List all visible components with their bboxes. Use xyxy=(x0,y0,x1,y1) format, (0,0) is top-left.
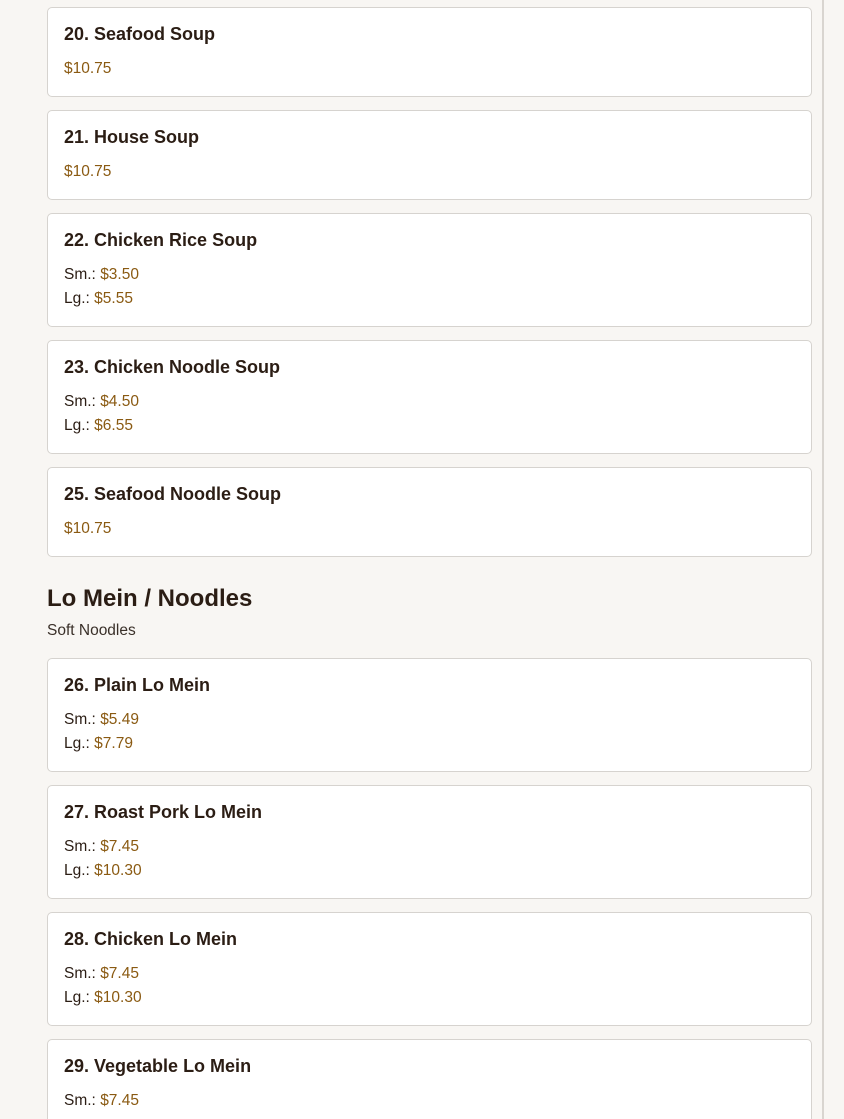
price-value: $10.30 xyxy=(94,862,142,879)
menu-item-card[interactable] xyxy=(47,467,812,557)
price-line xyxy=(64,732,795,756)
menu-item-title: 20. Seafood Soup xyxy=(64,24,216,44)
price-size-label: Sm.: xyxy=(64,838,96,855)
menu-item-title: 26. Plain Lo Mein xyxy=(64,675,211,695)
price-line xyxy=(64,859,795,883)
price-size-label: Sm.: xyxy=(64,266,96,283)
menu-item-prices xyxy=(64,962,795,1010)
price-value: $4.50 xyxy=(100,393,139,410)
price-line xyxy=(64,160,795,184)
menu-item-title: 28. Chicken Lo Mein xyxy=(64,929,238,949)
price-line xyxy=(64,57,795,81)
price-size-label: Sm.: xyxy=(64,1092,96,1109)
price-value: $10.75 xyxy=(64,60,112,77)
price-size-label: Lg.: xyxy=(64,417,90,434)
menu-item-prices xyxy=(64,57,795,81)
menu-item-title: 25. Seafood Noodle Soup xyxy=(64,484,282,504)
price-size-label: Lg.: xyxy=(64,735,90,752)
menu-item-prices xyxy=(64,263,795,311)
menu-item-title: 22. Chicken Rice Soup xyxy=(64,230,258,250)
menu-item-card[interactable] xyxy=(47,785,812,899)
price-size-label: Lg.: xyxy=(64,290,90,307)
menu-content xyxy=(47,7,812,1119)
menu-item-card[interactable] xyxy=(47,658,812,772)
price-value: $10.75 xyxy=(64,163,112,180)
price-line xyxy=(64,1089,795,1113)
menu-item-prices xyxy=(64,708,795,756)
price-line xyxy=(64,835,795,859)
soup-item-list xyxy=(47,7,812,557)
price-line xyxy=(64,390,795,414)
price-size-label: Sm.: xyxy=(64,965,96,982)
price-value: $5.49 xyxy=(100,711,139,728)
menu-item-title: 27. Roast Pork Lo Mein xyxy=(64,802,263,822)
price-size-label: Sm.: xyxy=(64,393,96,410)
price-value: $7.45 xyxy=(100,965,139,982)
menu-item-card[interactable] xyxy=(47,340,812,454)
menu-item-title: 23. Chicken Noodle Soup xyxy=(64,357,281,377)
price-line xyxy=(64,517,795,541)
menu-item-card[interactable] xyxy=(47,213,812,327)
price-line xyxy=(64,414,795,438)
price-line xyxy=(64,986,795,1010)
price-size-label: Sm.: xyxy=(64,711,96,728)
menu-item-prices xyxy=(64,517,795,541)
price-value: $3.50 xyxy=(100,266,139,283)
menu-item-title: 29. Vegetable Lo Mein xyxy=(64,1056,252,1076)
price-value: $10.75 xyxy=(64,520,112,537)
menu-item-card[interactable] xyxy=(47,1039,812,1119)
menu-item-prices xyxy=(64,390,795,438)
price-line xyxy=(64,263,795,287)
menu-item-title: 21. House Soup xyxy=(64,127,200,147)
page-edge-divider xyxy=(822,0,824,1119)
price-value: $5.55 xyxy=(94,290,133,307)
menu-item-card[interactable] xyxy=(47,110,812,200)
section-description: Soft Noodles xyxy=(47,622,136,639)
price-value: $7.45 xyxy=(100,838,139,855)
price-line xyxy=(64,708,795,732)
price-line xyxy=(64,287,795,311)
price-value: $10.30 xyxy=(94,989,142,1006)
price-value: $7.45 xyxy=(100,1092,139,1109)
lo-mein-item-list xyxy=(47,658,812,1119)
price-line xyxy=(64,962,795,986)
section-title: Lo Mein / Noodles xyxy=(47,585,253,612)
section-header xyxy=(47,584,812,642)
menu-item-card[interactable] xyxy=(47,7,812,97)
price-value: $6.55 xyxy=(94,417,133,434)
menu-item-prices xyxy=(64,160,795,184)
menu-item-card[interactable] xyxy=(47,912,812,1026)
price-size-label: Lg.: xyxy=(64,989,90,1006)
price-value: $7.79 xyxy=(94,735,133,752)
price-size-label: Lg.: xyxy=(64,862,90,879)
menu-item-prices xyxy=(64,1089,795,1113)
menu-item-prices xyxy=(64,835,795,883)
